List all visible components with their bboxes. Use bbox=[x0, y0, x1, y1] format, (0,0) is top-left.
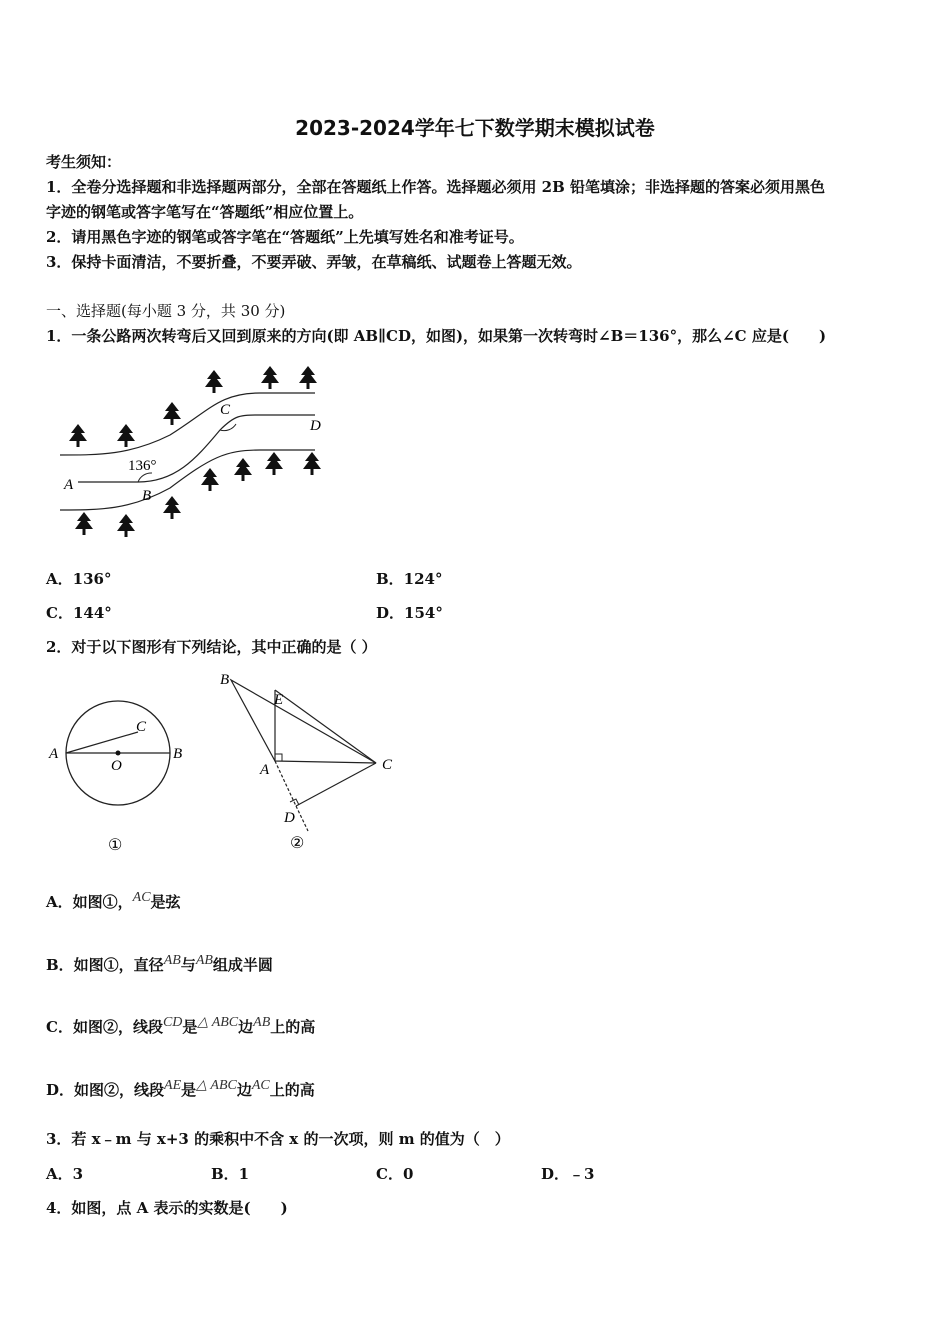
svg-text:①: ① bbox=[108, 837, 123, 854]
q3-option-b[interactable]: B．1 bbox=[211, 1165, 250, 1183]
page-title: 2023-2024学年七下数学期末模拟试卷 bbox=[295, 116, 655, 140]
svg-text:B: B bbox=[142, 488, 152, 504]
svg-text:136°: 136° bbox=[128, 458, 157, 474]
tree-icon bbox=[69, 366, 321, 537]
q1-stem: 1．一条公路两次转弯后又回到原来的方向(即 AB∥CD，如图)，如果第一次转弯时∠B＝136°，那么∠C 应是( ) bbox=[46, 327, 827, 345]
svg-text:A: A bbox=[260, 762, 270, 778]
notice-item-3: 3．保持卡面清洁，不要折叠，不要弄破、弄皱，在草稿纸、试题卷上答题无效。 bbox=[46, 253, 582, 271]
svg-text:A: A bbox=[49, 746, 59, 762]
q2-circle-figure bbox=[44, 690, 194, 860]
svg-text:B: B bbox=[220, 672, 230, 688]
q2-option-d[interactable]: D．如图②，线段AE是△ ABC边AC上的高 bbox=[46, 1078, 315, 1099]
section-heading: 一、选择题(每小题 3 分，共 30 分) bbox=[46, 302, 286, 320]
notice-item-1-cont: 字迹的钢笔或答字笔写在“答题纸”相应位置上。 bbox=[46, 203, 364, 221]
svg-text:A: A bbox=[64, 477, 74, 493]
svg-text:C: C bbox=[382, 757, 393, 773]
q2-option-c[interactable]: C．如图②，线段CD是△ ABC边AB上的高 bbox=[46, 1015, 316, 1036]
svg-text:B: B bbox=[173, 746, 183, 762]
q1-option-c[interactable]: C．144° bbox=[46, 604, 112, 622]
q1-option-b[interactable]: B．124° bbox=[376, 570, 443, 588]
notice-heading: 考生须知： bbox=[46, 153, 122, 171]
q1-road-figure bbox=[60, 360, 340, 550]
q2-option-a[interactable]: A．如图①，AC是弦 bbox=[46, 890, 181, 911]
notice-item-2: 2．请用黑色字迹的钢笔或答字笔在“答题纸”上先填写姓名和准考证号。 bbox=[46, 228, 524, 246]
svg-text:O: O bbox=[111, 758, 122, 774]
svg-text:D: D bbox=[284, 810, 295, 826]
q2-triangle-figure bbox=[210, 668, 410, 858]
q2-option-b[interactable]: B．如图①，直径AB与AB组成半圆 bbox=[46, 953, 273, 974]
svg-text:E: E bbox=[274, 692, 284, 708]
q3-option-a[interactable]: A．3 bbox=[46, 1165, 84, 1183]
svg-text:C: C bbox=[220, 402, 231, 418]
svg-text:C: C bbox=[136, 719, 147, 735]
q4-stem: 4．如图，点 A 表示的实数是( ) bbox=[46, 1199, 288, 1217]
q1-option-a[interactable]: A．136° bbox=[46, 570, 112, 588]
notice-item-1: 1．全卷分选择题和非选择题两部分，全部在答题纸上作答。选择题必须用 2B 铅笔填涂；非选择题的答案必须用黑色 bbox=[46, 178, 826, 196]
svg-text:②: ② bbox=[290, 835, 305, 852]
q1-option-d[interactable]: D．154° bbox=[376, 604, 443, 622]
q3-option-c[interactable]: C．0 bbox=[376, 1165, 414, 1183]
q3-stem: 3．若 x﹣m 与 x+3 的乘积中不含 x 的一次项，则 m 的值为（ ） bbox=[46, 1130, 510, 1148]
q2-stem: 2．对于以下图形有下列结论，其中正确的是（ ） bbox=[46, 638, 377, 656]
svg-text:D: D bbox=[310, 418, 321, 434]
q3-option-d[interactable]: D．﹣3 bbox=[541, 1165, 595, 1183]
